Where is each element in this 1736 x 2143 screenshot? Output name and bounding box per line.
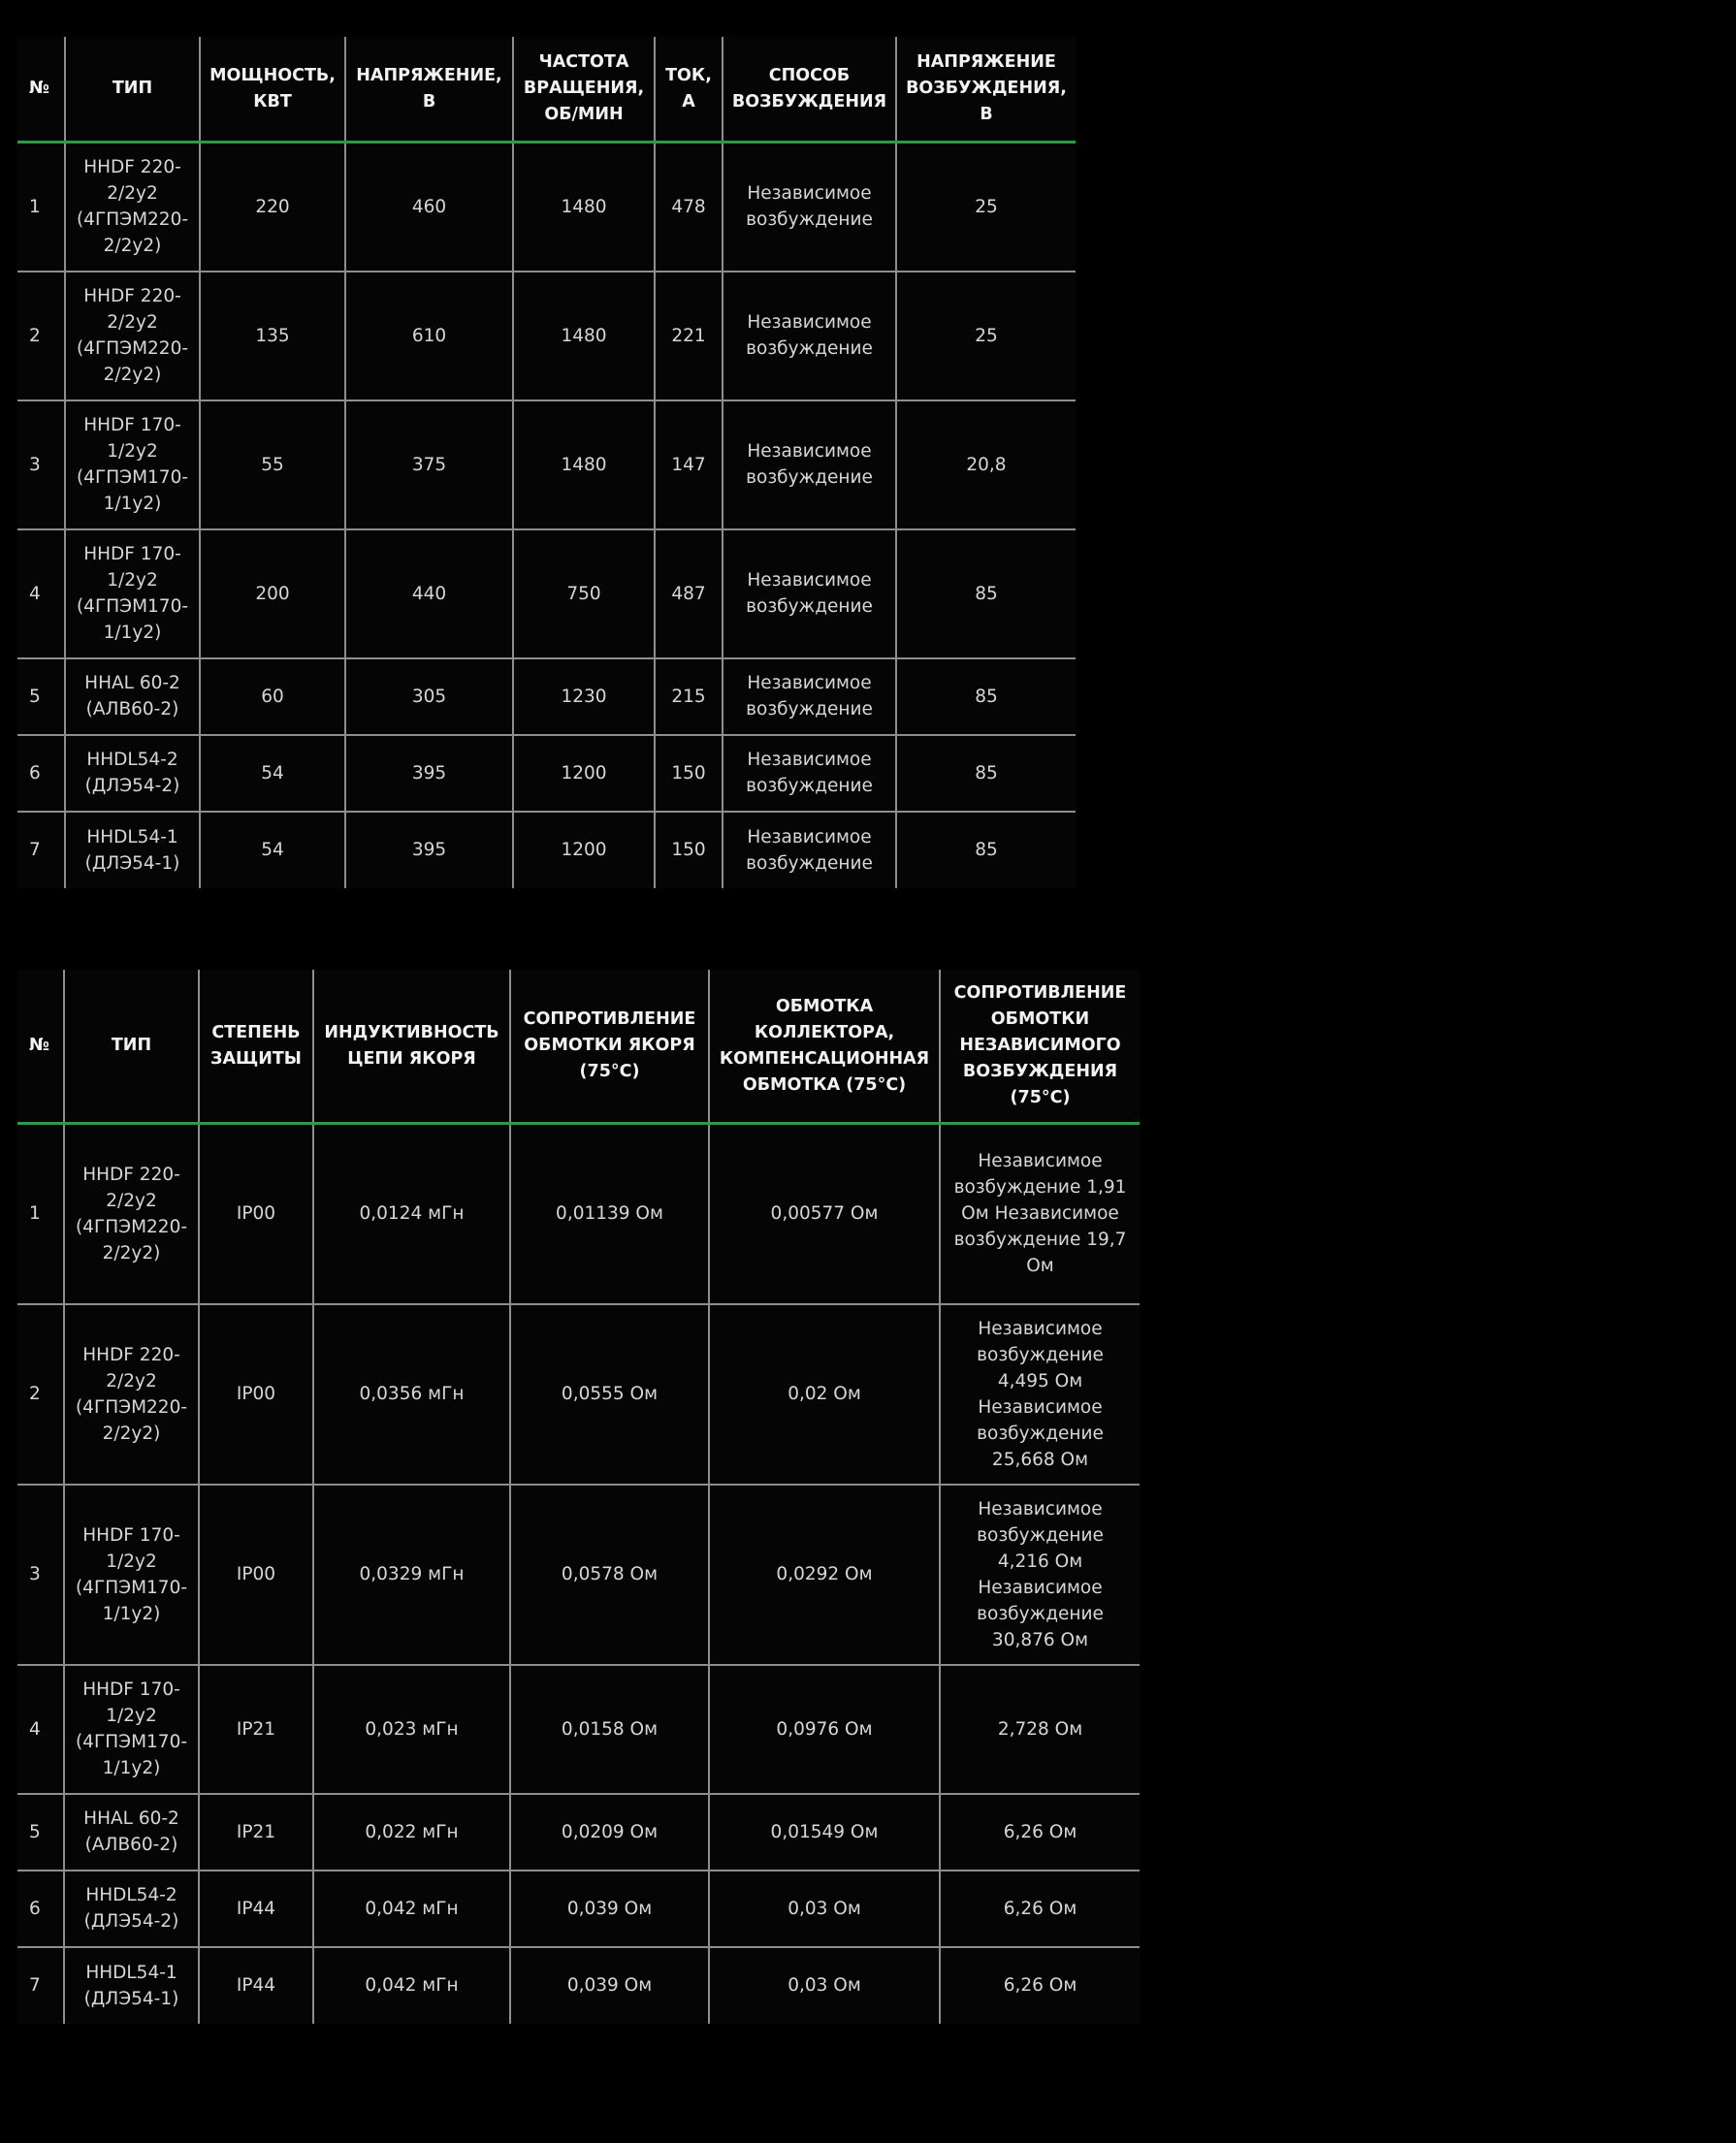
cell-voltage: 460 bbox=[345, 143, 513, 272]
table-row bbox=[17, 272, 1076, 400]
cell-type: HHDL54-2 (ДЛЭ54-2) bbox=[64, 1871, 199, 1947]
cell-armature-inductance: 0,0356 мГн bbox=[313, 1304, 510, 1485]
cell-excitation-winding-resistance: Независимое возбуждение 4,216 Ом Независимое возбуждение 30,876 Ом bbox=[940, 1485, 1140, 1665]
cell-armature-inductance: 0,022 мГн bbox=[313, 1794, 510, 1871]
motor-specs-table bbox=[17, 37, 1076, 888]
column-header-power: МОЩНОСТЬ, КВТ bbox=[200, 37, 345, 143]
cell-excitation-voltage: 85 bbox=[896, 812, 1076, 888]
cell-excitation-method: Независимое возбуждение bbox=[723, 529, 896, 658]
cell-armature-inductance: 0,042 мГн bbox=[313, 1947, 510, 2024]
cell-rotation-speed: 1230 bbox=[513, 658, 655, 735]
cell-voltage: 395 bbox=[345, 812, 513, 888]
column-header-protection-class: СТЕПЕНЬ ЗАЩИТЫ bbox=[199, 970, 313, 1124]
cell-armature-inductance: 0,042 мГн bbox=[313, 1871, 510, 1947]
cell-power: 54 bbox=[200, 735, 345, 812]
cell-collector-winding: 0,0976 Ом bbox=[709, 1665, 940, 1794]
cell-voltage: 395 bbox=[345, 735, 513, 812]
motor-electrical-params-table bbox=[17, 970, 1140, 2024]
cell-collector-winding: 0,0292 Ом bbox=[709, 1485, 940, 1665]
cell-rotation-speed: 750 bbox=[513, 529, 655, 658]
cell-current: 215 bbox=[655, 658, 723, 735]
table-row bbox=[17, 1485, 1140, 1665]
column-header-armature-resistance: СОПРОТИВЛЕНИЕ ОБМОТКИ ЯКОРЯ (75°С) bbox=[510, 970, 709, 1124]
cell-armature-inductance: 0,0124 мГн bbox=[313, 1124, 510, 1304]
cell-excitation-method: Независимое возбуждение bbox=[723, 658, 896, 735]
column-header-type: ТИП bbox=[64, 970, 199, 1124]
column-header-collector-winding: ОБМОТКА КОЛЛЕКТОРА, КОМПЕНСАЦИОННАЯ ОБМОТКА (75°С) bbox=[709, 970, 940, 1124]
cell-excitation-voltage: 20,8 bbox=[896, 400, 1076, 529]
cell-number: 5 bbox=[17, 658, 65, 735]
cell-rotation-speed: 1200 bbox=[513, 812, 655, 888]
cell-type: HHDF 170-1/2у2 (4ГПЭМ170-1/1у2) bbox=[64, 1485, 199, 1665]
cell-excitation-voltage: 85 bbox=[896, 735, 1076, 812]
table-row bbox=[17, 1665, 1140, 1794]
cell-number: 1 bbox=[29, 1203, 41, 1225]
cell-excitation-winding-resistance: Независимое возбуждение 1,91 Ом Независимое возбуждение 19,7 Ом bbox=[940, 1124, 1140, 1304]
cell-rotation-speed: 1200 bbox=[513, 735, 655, 812]
cell-armature-resistance: 0,0158 Ом bbox=[510, 1665, 709, 1794]
cell-excitation-winding-resistance: 2,728 Ом bbox=[940, 1665, 1140, 1794]
cell-protection-class: IP44 bbox=[199, 1871, 313, 1947]
cell-collector-winding: 0,02 Ом bbox=[709, 1304, 940, 1485]
cell-type: HHDF 170-1/2у2 (4ГПЭМ170-1/1у2) bbox=[64, 1665, 199, 1794]
cell-number: 2 bbox=[17, 272, 65, 400]
cell-type: HHAL 60-2 (АЛВ60-2) bbox=[65, 658, 200, 735]
cell-current: 147 bbox=[655, 400, 723, 529]
cell-current: 478 bbox=[655, 143, 723, 272]
cell-number: 3 bbox=[17, 400, 65, 529]
table-row bbox=[17, 529, 1076, 658]
cell-number: 4 bbox=[17, 1665, 64, 1794]
table-row bbox=[17, 658, 1076, 735]
cell-type: HHDF 170-1/2у2 (4ГПЭМ170-1/1у2) bbox=[65, 400, 200, 529]
cell-voltage: 610 bbox=[345, 272, 513, 400]
cell-armature-resistance: 0,0578 Ом bbox=[510, 1485, 709, 1665]
column-header-current: ТОК, А bbox=[655, 37, 723, 143]
cell-number: 5 bbox=[17, 1794, 64, 1871]
cell-number: 1 bbox=[29, 196, 41, 217]
cell-type: HHDL54-1 (ДЛЭ54-1) bbox=[65, 812, 200, 888]
cell-collector-winding: 0,03 Ом bbox=[709, 1871, 940, 1947]
table-header-row bbox=[17, 37, 1076, 143]
cell-type: HHDF 220-2/2у2 (4ГПЭМ220-2/2у2) bbox=[65, 143, 200, 272]
table-row bbox=[17, 1947, 1140, 2024]
column-header-excitation-winding-resistance: СОПРОТИВЛЕНИЕ ОБМОТКИ НЕЗАВИСИМОГО ВОЗБУЖДЕНИЯ (75°С) bbox=[940, 970, 1140, 1124]
cell-collector-winding: 0,00577 Ом bbox=[709, 1124, 940, 1304]
cell-type: HHDF 220-2/2у2 (4ГПЭМ220-2/2у2) bbox=[64, 1124, 199, 1304]
cell-power: 200 bbox=[200, 529, 345, 658]
cell-current: 221 bbox=[655, 272, 723, 400]
cell-excitation-voltage: 85 bbox=[896, 529, 1076, 658]
cell-protection-class: IP00 bbox=[199, 1485, 313, 1665]
column-header-excitation-method: СПОСОБ ВОЗБУЖДЕНИЯ bbox=[723, 37, 896, 143]
cell-power: 220 bbox=[200, 143, 345, 272]
table-row bbox=[17, 143, 1076, 272]
table-row bbox=[17, 735, 1076, 812]
cell-armature-resistance: 0,0555 Ом bbox=[510, 1304, 709, 1485]
cell-voltage: 375 bbox=[345, 400, 513, 529]
cell-rotation-speed: 1480 bbox=[513, 143, 655, 272]
cell-excitation-winding-resistance: 6,26 Ом bbox=[940, 1871, 1140, 1947]
cell-excitation-winding-resistance: 6,26 Ом bbox=[940, 1947, 1140, 2024]
cell-armature-resistance: 0,039 Ом bbox=[510, 1947, 709, 2024]
cell-type: HHDF 220-2/2у2 (4ГПЭМ220-2/2у2) bbox=[65, 272, 200, 400]
table-row bbox=[17, 1304, 1140, 1485]
cell-type: HHDL54-1 (ДЛЭ54-1) bbox=[64, 1947, 199, 2024]
cell-type: HHAL 60-2 (АЛВ60-2) bbox=[64, 1794, 199, 1871]
column-header-number: № bbox=[17, 970, 64, 1124]
cell-excitation-method: Независимое возбуждение bbox=[723, 735, 896, 812]
cell-power: 60 bbox=[200, 658, 345, 735]
cell-collector-winding: 0,03 Ом bbox=[709, 1947, 940, 2024]
cell-current: 487 bbox=[655, 529, 723, 658]
column-header-excitation-voltage: НАПРЯЖЕНИЕ ВОЗБУЖДЕНИЯ, В bbox=[896, 37, 1076, 143]
cell-excitation-method: Независимое возбуждение bbox=[723, 812, 896, 888]
cell-power: 54 bbox=[200, 812, 345, 888]
cell-number: 7 bbox=[17, 1947, 64, 2024]
cell-current: 150 bbox=[655, 735, 723, 812]
column-header-type: ТИП bbox=[65, 37, 200, 143]
table-row bbox=[17, 1124, 1140, 1304]
cell-number: 3 bbox=[17, 1485, 64, 1665]
cell-excitation-voltage: 85 bbox=[896, 658, 1076, 735]
cell-armature-inductance: 0,0329 мГн bbox=[313, 1485, 510, 1665]
cell-excitation-winding-resistance: Независимое возбуждение 4,495 Ом Независимое возбуждение 25,668 Ом bbox=[940, 1304, 1140, 1485]
cell-armature-resistance: 0,0209 Ом bbox=[510, 1794, 709, 1871]
column-header-voltage: НАПРЯЖЕНИЕ, В bbox=[345, 37, 513, 143]
cell-current: 150 bbox=[655, 812, 723, 888]
cell-armature-resistance: 0,039 Ом bbox=[510, 1871, 709, 1947]
cell-voltage: 440 bbox=[345, 529, 513, 658]
cell-protection-class: IP44 bbox=[199, 1947, 313, 2024]
cell-number: 6 bbox=[17, 735, 65, 812]
cell-number: 4 bbox=[17, 529, 65, 658]
cell-rotation-speed: 1480 bbox=[513, 272, 655, 400]
cell-protection-class: IP00 bbox=[199, 1124, 313, 1304]
cell-excitation-voltage: 25 bbox=[896, 143, 1076, 272]
cell-protection-class: IP21 bbox=[199, 1794, 313, 1871]
cell-number: 6 bbox=[17, 1871, 64, 1947]
cell-type: HHDL54-2 (ДЛЭ54-2) bbox=[65, 735, 200, 812]
cell-armature-inductance: 0,023 мГн bbox=[313, 1665, 510, 1794]
table-row bbox=[17, 400, 1076, 529]
cell-protection-class: IP00 bbox=[199, 1304, 313, 1485]
cell-number: 2 bbox=[17, 1304, 64, 1485]
cell-protection-class: IP21 bbox=[199, 1665, 313, 1794]
cell-excitation-method: Независимое возбуждение bbox=[723, 272, 896, 400]
column-header-armature-inductance: ИНДУКТИВНОСТЬ ЦЕПИ ЯКОРЯ bbox=[313, 970, 510, 1124]
column-header-number: № bbox=[17, 37, 65, 143]
cell-excitation-method: Независимое возбуждение bbox=[723, 143, 896, 272]
cell-number: 7 bbox=[17, 812, 65, 888]
column-header-rotation-speed: ЧАСТОТА ВРАЩЕНИЯ, ОБ/МИН bbox=[513, 37, 655, 143]
cell-power: 55 bbox=[200, 400, 345, 529]
cell-power: 135 bbox=[200, 272, 345, 400]
cell-collector-winding: 0,01549 Ом bbox=[709, 1794, 940, 1871]
cell-rotation-speed: 1480 bbox=[513, 400, 655, 529]
cell-excitation-voltage: 25 bbox=[896, 272, 1076, 400]
cell-voltage: 305 bbox=[345, 658, 513, 735]
cell-type: HHDF 170-1/2у2 (4ГПЭМ170-1/1у2) bbox=[65, 529, 200, 658]
cell-excitation-winding-resistance: 6,26 Ом bbox=[940, 1794, 1140, 1871]
cell-armature-resistance: 0,01139 Ом bbox=[510, 1124, 709, 1304]
table-row bbox=[17, 812, 1076, 888]
cell-excitation-method: Независимое возбуждение bbox=[723, 400, 896, 529]
cell-type: HHDF 220-2/2у2 (4ГПЭМ220-2/2у2) bbox=[64, 1304, 199, 1485]
table-header-row bbox=[17, 970, 1140, 1124]
table-row bbox=[17, 1871, 1140, 1947]
table-row bbox=[17, 1794, 1140, 1871]
